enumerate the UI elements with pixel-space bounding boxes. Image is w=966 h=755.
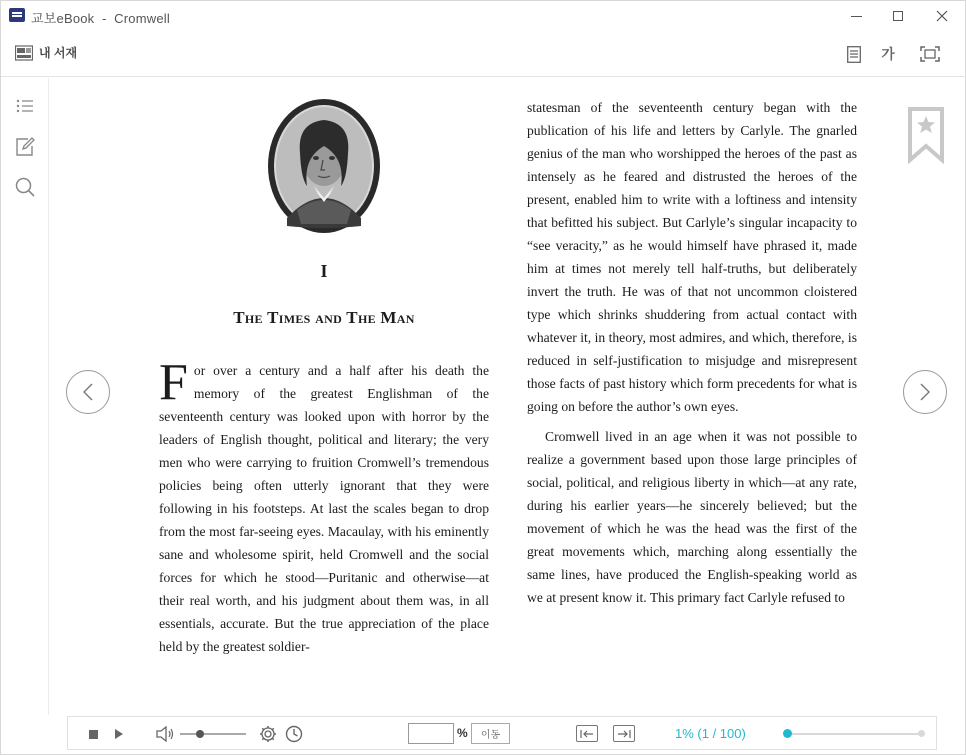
bookshelf-icon xyxy=(15,45,33,61)
window-title xyxy=(31,8,170,27)
fullscreen-button[interactable] xyxy=(919,44,941,64)
list-icon xyxy=(16,99,34,113)
title-bar xyxy=(1,1,966,31)
clock-icon xyxy=(285,725,303,743)
close-icon xyxy=(936,10,948,22)
book-title: Cromwell xyxy=(114,11,170,26)
progress-slider-knob[interactable] xyxy=(783,729,792,738)
last-page-button[interactable] xyxy=(613,725,635,742)
chevron-right-icon xyxy=(919,382,931,402)
right-paragraph-2: Cromwell lived in an age when it was not possible to realize a government based upon those large principles of social, political, and religious liberty in which—at any rate, during his earlier years—he sincerely believed; but the movement of which he was the head was the first of the great movements which, marching along essentially the same lines, have produced the English-speaking world as we at present know it. This primary fact Carlyle refused to xyxy=(527,429,857,605)
chapter-number: I xyxy=(320,261,328,281)
bottom-control-bar xyxy=(67,716,937,750)
stop-button[interactable] xyxy=(89,717,98,751)
stop-icon xyxy=(89,730,98,739)
play-button[interactable] xyxy=(115,717,123,751)
chapter-title: The Times and The Man xyxy=(233,308,415,327)
minimize-button[interactable] xyxy=(833,1,879,31)
maximize-icon xyxy=(893,11,903,21)
next-page-button[interactable] xyxy=(903,370,947,414)
search-icon xyxy=(15,177,35,197)
percent-input[interactable] xyxy=(408,723,454,744)
right-paragraph-1: statesman of the seventeenth century began with the publication of his life and letters by Carlyle. The gnarled genius of the man who worshipped the heroes of the past as intensely as he feared and distrusted the heroes of the present, enabled him to write with a loftiness and intensity that befitted his subject. But Carlyle’s singular incapacity to “see veracity,” as he would himself have phrased it, made him at times not merely tell half-truths, but deliberately invert the truth. He was of that not uncommon cloistered type which shrinks shuddering from actual contact with whatever it, in theory, most admires, and which, therefore, is reduced in self-justification to misjudge and misrepresent those facts of past history which form precedents for what is going on before the author’s own eyes. xyxy=(527,100,857,414)
oliver-cromwell-portrait xyxy=(267,98,381,234)
gear-icon xyxy=(259,725,277,743)
drop-cap-letter: F xyxy=(159,354,188,411)
timer-button[interactable] xyxy=(285,717,303,751)
last-page-icon xyxy=(616,729,632,739)
volume-slider-track[interactable] xyxy=(180,733,246,735)
fullscreen-icon xyxy=(920,46,940,62)
notes-button[interactable] xyxy=(14,136,36,158)
close-button[interactable] xyxy=(919,1,965,31)
play-icon xyxy=(115,729,123,739)
reading-progress-text: 1% (1 / 100) xyxy=(675,726,746,741)
bookmark-icon[interactable] xyxy=(907,106,945,164)
progress-slider-track[interactable] xyxy=(786,733,922,735)
side-navigation xyxy=(1,78,49,715)
my-library-button[interactable] xyxy=(15,44,77,61)
app-name: 교보eBook xyxy=(31,11,95,26)
volume-slider-knob[interactable] xyxy=(196,730,204,738)
left-page-text xyxy=(159,354,489,658)
go-button[interactable]: 이동 xyxy=(471,723,510,744)
top-toolbar xyxy=(1,31,966,77)
table-of-contents-button[interactable] xyxy=(14,95,36,117)
previous-page-button[interactable] xyxy=(66,370,110,414)
left-paragraph: or over a century and a half after his death the memory of the greatest Englishman of the seventeenth century was looked upon with horror by the leaders of English thought, political and literary; the very men who were carrying to fruition Cromwell’s tremendous policies being often utterly ignorant that they were following in his footsteps. At last the scales began to drop from the most far-seeing eyes. Macaulay, with his eminently sane and wholesome spirit, held Cromwell and the social forces for which he stood—Puritanic and otherwise—at their real worth, and his judgment about them was, in all essentials, accurate. But the true appreciation of the place held by the greatest soldier- xyxy=(159,363,489,654)
right-page xyxy=(527,96,857,616)
percent-sign: % xyxy=(457,726,468,740)
ebook-app-icon xyxy=(9,8,25,22)
first-page-button[interactable] xyxy=(576,725,598,742)
title-separator: - xyxy=(102,11,107,26)
minimize-icon xyxy=(851,16,862,17)
document-view-button[interactable] xyxy=(843,44,865,64)
document-icon xyxy=(847,46,861,63)
font-size-icon: 가 xyxy=(881,46,895,62)
progress-slider-end xyxy=(918,730,925,737)
font-settings-button[interactable] xyxy=(877,44,899,64)
volume-button[interactable] xyxy=(156,717,174,751)
search-button[interactable] xyxy=(14,176,36,198)
speaker-icon xyxy=(156,726,174,742)
reading-area xyxy=(50,78,966,715)
first-page-icon xyxy=(579,729,595,739)
chevron-left-icon xyxy=(82,382,94,402)
my-library-label: 내 서재 xyxy=(39,46,78,60)
settings-button[interactable] xyxy=(259,717,277,751)
edit-note-icon xyxy=(15,137,35,157)
maximize-button[interactable] xyxy=(875,1,921,31)
